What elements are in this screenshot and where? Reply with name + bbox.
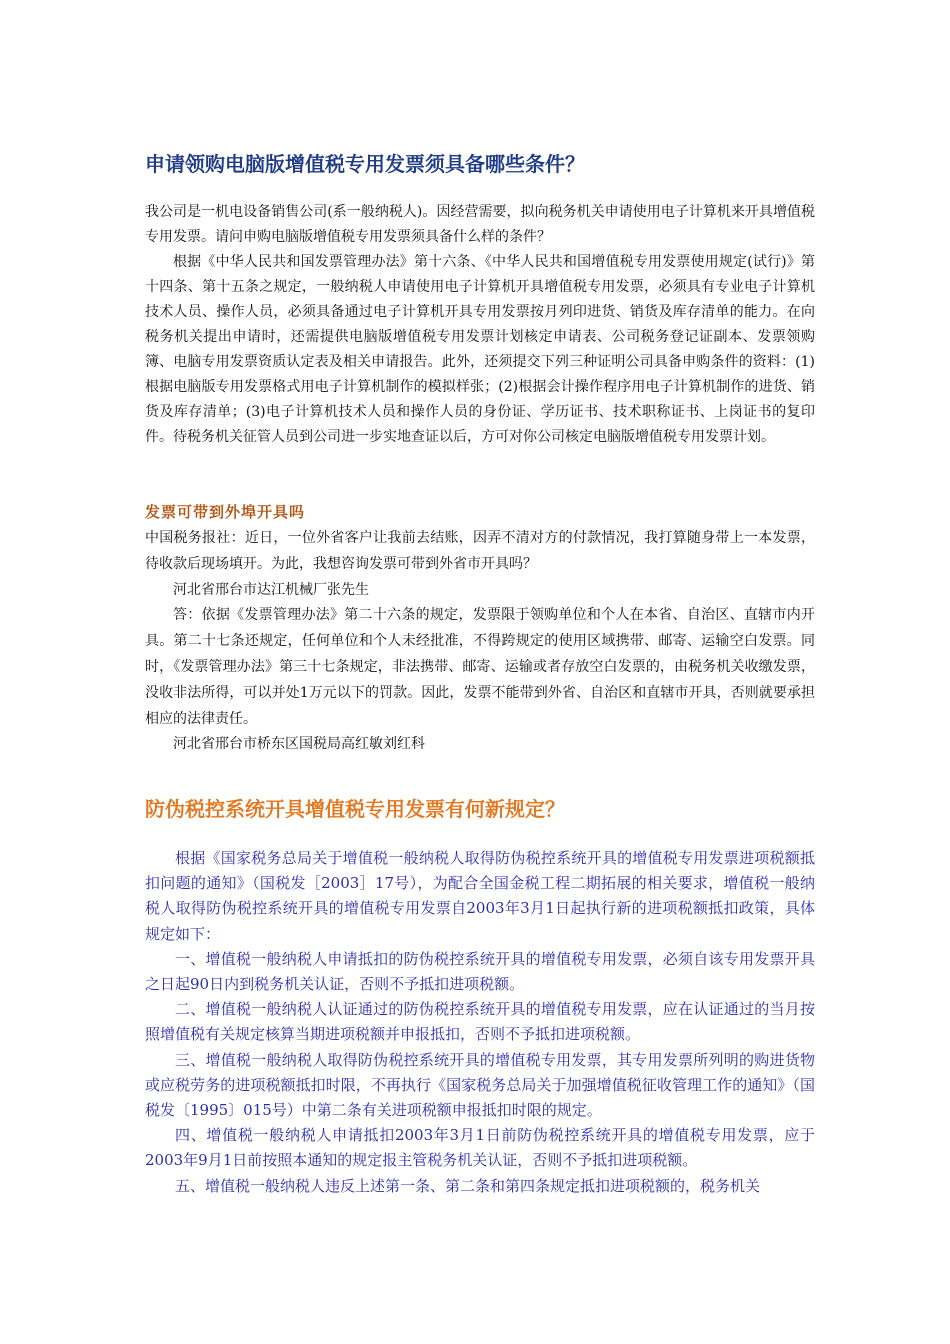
section3-item-3: 三、增值税一般纳税人取得防伪税控系统开具的增值税专用发票，其专用发票所列明的购进货物或应税劳务的进项税额抵扣时限，不再执行《国家税务总局关于加强增值税征收管理工作的通知》（国税发〔1995〕015号）中第二条有关进项税额申报抵扣时限的规定。 [145,1050,815,1120]
section2-question: 中国税务报社：近日，一位外省客户让我前去结账，因弄不清对方的付款情况，我打算随身带上一本发票，待收款后现场填开。为此，我想咨询发票可带到外省市开具吗？ [145,530,815,572]
section2-body [145,526,815,758]
section1-title: 申请领购电脑版增值税专用发票须具备哪些条件？ [145,152,585,176]
section1-question: 我公司是一机电设备销售公司(系一般纳税人)。因经营需要，拟向税务机关申请使用电子计算机来开具增值税专用发票。请问申购电脑版增值税专用发票须具备什么样的条件？ [145,204,815,245]
section2-title: 发票可带到外埠开具吗 [145,503,306,521]
section3-item-1: 一、增值税一般纳税人申请抵扣的防伪税控系统开具的增值税专用发票，必须自该专用发票开具之日起90日内到税务机关认证，否则不予抵扣进项税额。 [145,949,815,994]
section1-body [145,200,815,450]
section3-body [145,846,815,1199]
section2-answer: 答：依据《发票管理办法》第二十六条的规定，发票限于领购单位和个人在本省、自治区、直辖市内开具。第二十七条还规定，任何单位和个人未经批准，不得跨规定的使用区域携带、邮寄、运输空白发票。同时，《发票管理办法》第三十七条规定，非法携带、邮寄、运输或者存放空白发票的，由税务机关收缴发票，没收非法所得，可以并处1万元以下的罚款。因此，发票不能带到外省、自治区和直辖市开具，否则就要承担相应的法律责任。 [145,607,815,727]
section3-item-5: 五、增值税一般纳税人违反上述第一条、第二条和第四条规定抵扣进项税额的，税务机关 [175,1176,761,1195]
section2-answerer: 河北省邢台市桥东区国税局高红敏刘红科 [173,736,425,753]
section3-title: 防伪税控系统开具增值税专用发票有何新规定？ [145,797,565,821]
section2-asker: 河北省邢台市达江机械厂张先生 [173,581,369,598]
section3-intro: 根据《国家税务总局关于增值税一般纳税人取得防伪税控系统开具的增值税专用发票进项税额抵扣问题的通知》（国税发［2003］17号），为配合全国金税工程二期拓展的相关要求，增值税一般纳税人取得防伪税控系统开具的增值税专用发票自2003年3月1日起执行新的进项税额抵扣政策，具体规定如下： [145,849,815,943]
section3-item-2: 二、增值税一般纳税人认证通过的防伪税控系统开具的增值税专用发票，应在认证通过的当月按照增值税有关规定核算当期进项税额并申报抵扣，否则不予抵扣进项税额。 [145,1000,815,1044]
section1-answer: 根据《中华人民共和国发票管理办法》第十六条、《中华人民共和国增值税专用发票使用规定(试行)》第十四条、第十五条之规定，一般纳税人申请使用电子计算机开具增值税专用发票，必须具有专业电子计算机技术人员、操作人员，必须具备通过电子计算机开具专用发票按月列印进货、销货及库存清单的能力。在向税务机关提出申请时，还需提供电脑版增值税专用发票计划核定申请表、公司税务登记证副本、发票领购簿、电脑专用发票资质认定表及相关申请报告。此外，还须提交下列三种证明公司具备申购条件的资料：(1)根据电脑版专用发票格式用电子计算机制作的模拟样张；(2)根据会计操作程序用电子计算机制作的进货、销货及库存清单；(3)电子计算机技术人员和操作人员的身份证、学历证书、技术职称证书、上岗证书的复印件。待税务机关征管人员到公司进一步实地查证以后，方可对你公司核定电脑版增值税专用发票计划。 [145,254,815,445]
section3-item-4: 四、增值税一般纳税人申请抵扣2003年3月1日前防伪税控系统开具的增值税专用发票，应于2003年9月1日前按照本通知的规定报主管税务机关认证，否则不予抵扣进项税额。 [145,1126,815,1170]
